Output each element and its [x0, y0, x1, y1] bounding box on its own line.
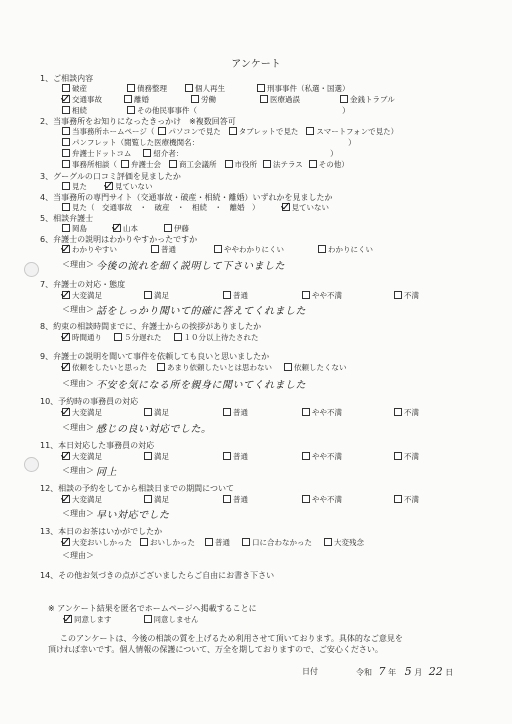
- checkbox-label: パソコンで見た: [168, 127, 221, 136]
- checkbox[interactable]: [223, 291, 231, 299]
- checkbox[interactable]: [318, 245, 326, 253]
- checkbox-label: 不満: [404, 452, 419, 461]
- q9-heading: 9、弁護士の説明を聞いて事件を依頼しても良いと思いましたか: [40, 352, 270, 361]
- checkbox-label: 見ていない: [115, 182, 153, 191]
- checkbox-option[interactable]: [62, 106, 87, 116]
- q12-options: [62, 495, 419, 505]
- date-year-unit: 年: [388, 668, 397, 677]
- checkbox[interactable]: [144, 408, 152, 416]
- checkbox-label: わかりやすい: [72, 245, 117, 254]
- checkbox-label: パンフレット（閲覧した医療機関名：: [72, 138, 200, 147]
- checkbox-label: 普通: [233, 408, 248, 417]
- checkbox-label: 不満: [404, 408, 419, 417]
- checkbox[interactable]: [62, 203, 70, 211]
- checkbox-option[interactable]: [127, 106, 197, 116]
- checkbox-label: 労働: [201, 95, 216, 104]
- date-day-unit: 日: [445, 668, 454, 677]
- checkbox-option[interactable]: [62, 149, 131, 159]
- q7-heading: 7、弁護士の対応・態度: [40, 280, 126, 289]
- q5-heading: 5、相談弁護士: [40, 214, 94, 223]
- checkbox-option[interactable]: [62, 182, 87, 192]
- checkbox[interactable]: [191, 95, 199, 103]
- checkbox[interactable]: [242, 538, 250, 546]
- checkbox[interactable]: [340, 95, 348, 103]
- checkbox[interactable]: [151, 245, 159, 253]
- checkbox-option[interactable]: [62, 495, 102, 505]
- checkbox[interactable]: [394, 408, 402, 416]
- checkbox[interactable]: [223, 495, 231, 503]
- checkbox[interactable]: [263, 160, 271, 168]
- checked-checkbox[interactable]: [62, 95, 70, 103]
- checkbox-label: 満足: [154, 495, 169, 504]
- checkbox[interactable]: [140, 538, 148, 546]
- checkbox-option[interactable]: [302, 291, 342, 301]
- q6-options: [62, 245, 373, 255]
- q1-close-paren: ）: [342, 106, 350, 115]
- checkbox-label: 相続: [72, 106, 87, 115]
- checkbox-option[interactable]: [340, 95, 395, 105]
- checkbox-option[interactable]: [302, 408, 342, 418]
- checkbox[interactable]: [185, 84, 193, 92]
- punch-hole: [24, 457, 39, 472]
- checked-checkbox[interactable]: [105, 182, 113, 190]
- q11-heading: 11、本日対応した事務員の対応: [40, 441, 155, 450]
- checkbox[interactable]: [114, 333, 122, 341]
- date-field: [356, 667, 453, 678]
- date-label: 日付: [302, 667, 318, 676]
- q7-reason-label: ＜理由＞: [62, 305, 94, 314]
- q1-heading: 1、ご相談内容: [40, 74, 94, 83]
- checkbox-label: 大変満足: [72, 291, 102, 300]
- checkbox-label: 普通: [233, 291, 248, 300]
- checkbox-label: 見ていない: [291, 203, 329, 212]
- q6-reason-handwritten: 今後の流れを細く説明して下さいました: [96, 261, 285, 272]
- checkbox-option[interactable]: [121, 160, 161, 170]
- q10-reason-handwritten: 感じの良い対応でした。: [96, 424, 212, 435]
- checkbox-label: 刑事事件（私選・国選）: [267, 84, 350, 93]
- q1-options-row2: [62, 95, 395, 105]
- checkbox-label: 時間通り: [72, 333, 102, 342]
- q12-reason-handwritten: 早い対応でした: [96, 510, 170, 521]
- checkbox-option[interactable]: [306, 127, 398, 137]
- checkbox[interactable]: [144, 615, 152, 623]
- consent-heading: ※ アンケート結果を匿名でホームページへ掲載することに: [48, 604, 257, 613]
- checkbox[interactable]: [223, 452, 231, 460]
- q2-options-row2: [62, 138, 199, 148]
- checkbox[interactable]: [62, 106, 70, 114]
- checkbox-label: 破産: [72, 84, 87, 93]
- checkbox-option[interactable]: [113, 224, 138, 234]
- checkbox-option[interactable]: [223, 452, 248, 462]
- checkbox-label: 医療過誤: [270, 95, 300, 104]
- checked-checkbox[interactable]: [62, 408, 70, 416]
- checkbox-option[interactable]: [242, 538, 312, 548]
- checkbox-label: タブレットで見た: [238, 127, 299, 136]
- checkbox-label: 不満: [404, 291, 419, 300]
- checkbox[interactable]: [284, 363, 292, 371]
- page-title: アンケート: [231, 59, 281, 70]
- checkbox-option[interactable]: [257, 84, 350, 94]
- q11-reason-handwritten: 同上: [96, 467, 117, 478]
- checkbox[interactable]: [144, 495, 152, 503]
- checkbox[interactable]: [205, 538, 213, 546]
- checkbox[interactable]: [225, 160, 233, 168]
- checkbox-option[interactable]: [185, 84, 225, 94]
- checkbox-label: やや不満: [312, 452, 342, 461]
- q11-options: [62, 452, 419, 462]
- checkbox-label: 同意しません: [153, 615, 199, 624]
- checkbox[interactable]: [302, 495, 310, 503]
- checked-checkbox[interactable]: [113, 224, 121, 232]
- checked-checkbox[interactable]: [62, 452, 70, 460]
- q12-heading: 12、相談の予約をしてから相談日までの期間について: [40, 484, 235, 493]
- checkbox[interactable]: [143, 149, 151, 157]
- checkbox[interactable]: [169, 160, 177, 168]
- q13-options: [62, 538, 364, 548]
- checkbox-option[interactable]: [223, 408, 248, 418]
- q13-heading: 13、本日のお茶はいかがでしたか: [40, 527, 163, 536]
- checkbox-label: わかりにくい: [328, 245, 373, 254]
- checkbox-option[interactable]: [164, 224, 189, 234]
- q3-options: [62, 182, 153, 192]
- q13-reason-label: ＜理由＞: [62, 551, 94, 560]
- checkbox-label: 大変満足: [72, 452, 102, 461]
- checkbox[interactable]: [121, 160, 129, 168]
- checkbox-label: やや不満: [312, 291, 342, 300]
- checkbox-option[interactable]: [62, 408, 102, 418]
- q7-options: [62, 291, 419, 301]
- checkbox-option[interactable]: [282, 203, 330, 213]
- checkbox-option[interactable]: [191, 95, 216, 105]
- checkbox[interactable]: [302, 452, 310, 460]
- q2-heading: 2、当事務所をお知りになったきっかけ ※複数回答可: [40, 117, 236, 126]
- checkbox[interactable]: [127, 84, 135, 92]
- q9-reason-handwritten: 不安を気になる所を親身に聞いてくれました: [96, 380, 306, 391]
- checkbox-label: 岡島: [72, 224, 87, 233]
- q4-heading: 4、当事務所の専門サイト（交通事故・破産・相続・離婚）いずれかを見ましたか: [40, 193, 333, 202]
- checkbox-option[interactable]: [302, 452, 342, 462]
- checkbox-label: 債務整理: [137, 84, 167, 93]
- checkbox[interactable]: [62, 160, 70, 168]
- checkbox[interactable]: [229, 127, 237, 135]
- checkbox-option[interactable]: [62, 363, 147, 373]
- checkbox-label: 事務所相談（: [72, 160, 117, 169]
- checkbox-label: 依頼をしたいと思った: [72, 363, 147, 372]
- checkbox-label: その他）: [318, 160, 349, 169]
- checkbox-label: 見た（ 交通事故 ・ 破産 ・ 相続 ・ 離婚 ）: [72, 203, 260, 212]
- checkbox[interactable]: [157, 363, 165, 371]
- checkbox-option[interactable]: [158, 127, 220, 137]
- checkbox-option[interactable]: [205, 538, 230, 548]
- checkbox-label: 商工会議所: [179, 160, 217, 169]
- q8-heading: 8、約束の相談時間までに、弁護士からの挨拶がありましたか: [40, 322, 262, 331]
- checkbox-label: 大変満足: [72, 495, 102, 504]
- checkbox[interactable]: [257, 84, 265, 92]
- q2-options-row3: [62, 149, 183, 159]
- consent-options: [64, 615, 199, 625]
- q5-options: [62, 224, 189, 234]
- checkbox-option[interactable]: [260, 95, 300, 105]
- checkbox-option[interactable]: [62, 203, 260, 213]
- checkbox-option[interactable]: [263, 160, 303, 170]
- checkbox-option[interactable]: [223, 495, 248, 505]
- checkbox-label: 紹介者：: [153, 149, 184, 158]
- checkbox-option[interactable]: [394, 495, 419, 505]
- date-month: 5: [404, 665, 412, 678]
- checkbox-option[interactable]: [144, 615, 199, 625]
- checkbox-label: 市役所: [234, 160, 257, 169]
- checkbox-label: 大変残念: [334, 538, 364, 547]
- checkbox[interactable]: [302, 408, 310, 416]
- q6-reason-label: ＜理由＞: [62, 260, 94, 269]
- checkbox-label: 満足: [154, 291, 169, 300]
- checkbox-option[interactable]: [114, 333, 162, 343]
- checkbox-option[interactable]: [223, 291, 248, 301]
- footer-line1: このアンケートは、今後の相談の質を上げるため利用させて頂いております。具体的なご意見を: [60, 634, 403, 643]
- checkbox-option[interactable]: [144, 495, 169, 505]
- checkbox[interactable]: [62, 149, 70, 157]
- checkbox-label: 山本: [123, 224, 138, 233]
- checkbox-option[interactable]: [105, 182, 153, 192]
- checkbox-option[interactable]: [62, 538, 132, 548]
- checkbox-option[interactable]: [394, 452, 419, 462]
- footer-line2: 頂ければ幸いです。個人情報の保護について、万全を期しておりますので、ご安心ください。: [48, 645, 383, 654]
- checkbox-label: 金銭トラブル: [350, 95, 395, 104]
- checkbox-label: 当事務所ホームページ（: [72, 127, 155, 136]
- checkbox-option[interactable]: [302, 495, 342, 505]
- q7-reason-handwritten: 話をしっかり聞いて的確に答えてくれました: [96, 306, 306, 317]
- checkbox-option[interactable]: [62, 333, 102, 343]
- q2-options-row4: [62, 160, 349, 170]
- checkbox-option[interactable]: [144, 291, 169, 301]
- checkbox[interactable]: [62, 138, 70, 146]
- checkbox[interactable]: [144, 452, 152, 460]
- checkbox[interactable]: [144, 291, 152, 299]
- checkbox-label: 大変満足: [72, 408, 102, 417]
- q9-reason-label: ＜理由＞: [62, 379, 94, 388]
- checkbox[interactable]: [62, 182, 70, 190]
- checked-checkbox[interactable]: [62, 333, 70, 341]
- checkbox[interactable]: [174, 333, 182, 341]
- checkbox-label: 依頼したくない: [294, 363, 347, 372]
- checkbox-option[interactable]: [174, 333, 259, 343]
- checkbox[interactable]: [394, 452, 402, 460]
- checkbox[interactable]: [306, 127, 314, 135]
- checkbox-option[interactable]: [318, 245, 373, 255]
- checkbox-option[interactable]: [140, 538, 195, 548]
- checkbox[interactable]: [158, 127, 166, 135]
- checkbox-option[interactable]: [64, 615, 112, 625]
- checkbox-label: 普通: [161, 245, 176, 254]
- checkbox-option[interactable]: [144, 408, 169, 418]
- checkbox[interactable]: [223, 408, 231, 416]
- checkbox-option[interactable]: [151, 245, 176, 255]
- checkbox-label: ややわかりにくい: [224, 245, 284, 254]
- checkbox-label: 口に合わなかった: [252, 538, 312, 547]
- checkbox-label: 離婚: [134, 95, 149, 104]
- checked-checkbox[interactable]: [282, 203, 290, 211]
- checkbox-option[interactable]: [157, 363, 272, 373]
- q1-options-row3: [62, 106, 197, 116]
- checkbox-label: 個人再生: [195, 84, 225, 93]
- checkbox[interactable]: [62, 224, 70, 232]
- checkbox-label: 交通事故: [72, 95, 102, 104]
- checkbox-option[interactable]: [62, 452, 102, 462]
- checked-checkbox[interactable]: [62, 538, 70, 546]
- checkbox-label: あまり依頼したいとは思わない: [167, 363, 272, 372]
- checked-checkbox[interactable]: [62, 291, 70, 299]
- checkbox-option[interactable]: [124, 95, 149, 105]
- checkbox-label: 普通: [233, 452, 248, 461]
- checkbox-option[interactable]: [62, 95, 102, 105]
- checkbox-label: 伊藤: [174, 224, 189, 233]
- checkbox-label: ５分遅れた: [124, 333, 162, 342]
- date-day: 22: [428, 665, 443, 678]
- checkbox-label: 弁護士会: [131, 160, 161, 169]
- checkbox[interactable]: [260, 95, 268, 103]
- q1-options-row1: [62, 84, 350, 94]
- date-month-unit: 月: [414, 668, 423, 677]
- checkbox-label: 普通: [233, 495, 248, 504]
- checkbox[interactable]: [62, 127, 70, 135]
- checkbox[interactable]: [62, 84, 70, 92]
- punch-hole: [24, 262, 39, 277]
- checkbox[interactable]: [302, 291, 310, 299]
- checkbox[interactable]: [394, 495, 402, 503]
- q2-options-row1: [62, 127, 398, 137]
- checkbox-label: 普通: [215, 538, 230, 547]
- checkbox-option[interactable]: [143, 149, 183, 159]
- checkbox[interactable]: [124, 95, 132, 103]
- checkbox[interactable]: [164, 224, 172, 232]
- date-year: 7: [378, 665, 386, 678]
- checked-checkbox[interactable]: [62, 245, 70, 253]
- checkbox-option[interactable]: [229, 127, 299, 137]
- q2-close-paren: ）: [348, 138, 356, 147]
- checkbox-option[interactable]: [62, 291, 102, 301]
- checkbox-option[interactable]: [214, 245, 284, 255]
- checkbox-option[interactable]: [169, 160, 217, 170]
- q8-options: [62, 333, 259, 343]
- checkbox-option[interactable]: [225, 160, 258, 170]
- checkbox-label: スマートフォンで見た）: [316, 127, 399, 136]
- q4-options: [62, 203, 329, 213]
- checked-checkbox[interactable]: [62, 363, 70, 371]
- checkbox[interactable]: [324, 538, 332, 546]
- checkbox-option[interactable]: [324, 538, 364, 548]
- q11-reason-label: ＜理由＞: [62, 466, 94, 475]
- q14-heading: 14、その他お気づきの点がございましたらご自由にお書き下さい: [40, 571, 275, 580]
- checkbox-option[interactable]: [62, 127, 154, 137]
- checkbox-label: その他民事事件（: [137, 106, 197, 115]
- q6-heading: 6、弁護士の説明はわかりやすかったですか: [40, 235, 198, 244]
- checkbox-label: やや不満: [312, 495, 342, 504]
- checkbox-option[interactable]: [62, 138, 199, 148]
- q3-heading: 3、グーグルの口コミ評価を見ましたか: [40, 172, 181, 181]
- q10-heading: 10、予約時の事務員の対応: [40, 397, 139, 406]
- checkbox-option[interactable]: [127, 84, 167, 94]
- q9-options: [62, 363, 347, 373]
- checkbox-label: 弁護士ドットコム: [72, 149, 132, 158]
- q10-options: [62, 408, 419, 418]
- checkbox[interactable]: [394, 291, 402, 299]
- checked-checkbox[interactable]: [64, 615, 72, 623]
- checkbox-label: 大変おいしかった: [72, 538, 132, 547]
- checkbox-label: 満足: [154, 452, 169, 461]
- q10-reason-label: ＜理由＞: [62, 423, 94, 432]
- checkbox-option[interactable]: [62, 160, 117, 170]
- checkbox-label: おいしかった: [150, 538, 195, 547]
- checkbox[interactable]: [214, 245, 222, 253]
- checkbox-option[interactable]: [394, 291, 419, 301]
- checkbox-label: 同意します: [74, 615, 112, 624]
- checkbox-option[interactable]: [309, 160, 349, 170]
- checkbox-option[interactable]: [394, 408, 419, 418]
- checkbox-option[interactable]: [144, 452, 169, 462]
- q12-reason-label: ＜理由＞: [62, 509, 94, 518]
- checkbox-label: 見た: [72, 182, 87, 191]
- checkbox-option[interactable]: [284, 363, 347, 373]
- date-era: 令和: [356, 668, 372, 677]
- checkbox-label: 不満: [404, 495, 419, 504]
- checkbox-label: １０分以上待たされた: [183, 333, 259, 342]
- checked-checkbox[interactable]: [62, 495, 70, 503]
- checkbox-option[interactable]: [62, 245, 117, 255]
- checkbox[interactable]: [127, 106, 135, 114]
- checkbox-label: 法テラス: [273, 160, 303, 169]
- checkbox-label: やや不満: [312, 408, 342, 417]
- checkbox-option[interactable]: [62, 224, 87, 234]
- checkbox[interactable]: [309, 160, 317, 168]
- q2-close-paren-2: ）: [330, 149, 338, 158]
- checkbox-label: 満足: [154, 408, 169, 417]
